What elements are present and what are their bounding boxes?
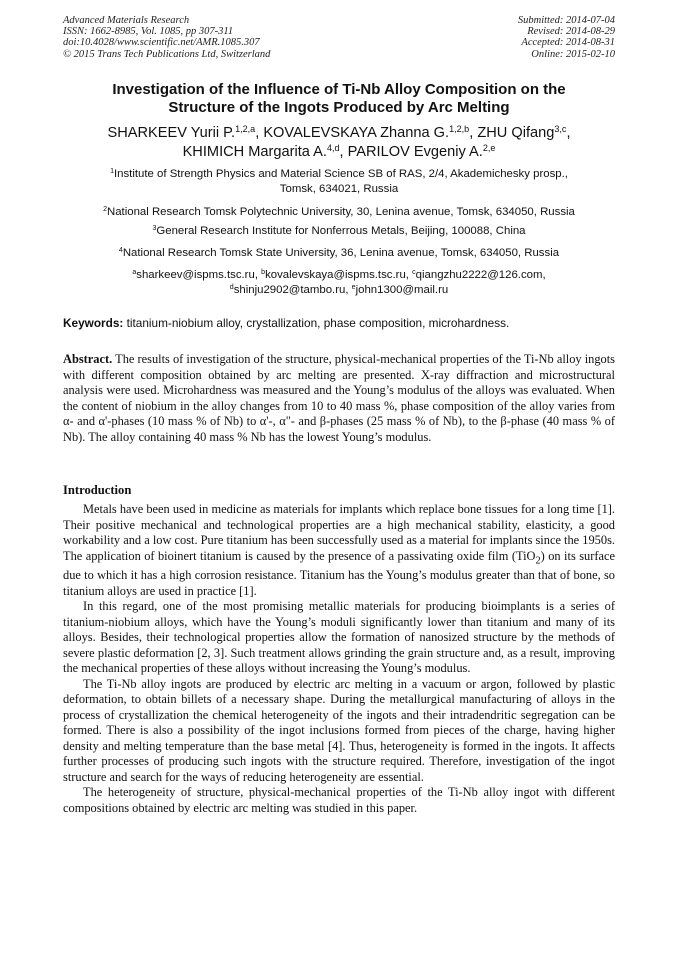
email-sup: a <box>132 268 137 276</box>
affiliation-text: National Research Tomsk Polytechnic University, 30, Lenina avenue, Tomsk, 634050, Russia <box>107 206 575 218</box>
affiliation-4 <box>60 246 618 261</box>
email-address[interactable]: john1300@mail.ru <box>355 284 449 296</box>
submitted-date: Submitted: 2014-07-04 <box>517 15 615 26</box>
email-separator: , <box>254 269 262 281</box>
paper-title <box>60 81 618 117</box>
journal-name: Advanced Materials Research <box>63 15 190 26</box>
author-line-2 <box>60 143 618 162</box>
email-sup: b <box>261 268 266 276</box>
affiliation-number: 2 <box>103 205 107 213</box>
email-list <box>60 268 618 298</box>
subscript: 2 <box>535 554 541 566</box>
author-affil-sup: 1,2,b <box>449 123 470 134</box>
affiliation-text: Tomsk, 634021, Russia <box>279 183 399 195</box>
affiliation-text: General Research Institute for Nonferrous Metals, Beijing, 100088, China <box>156 225 526 237</box>
author-affil-sup: 1,2,a <box>235 123 256 134</box>
affiliation-3 <box>60 224 618 239</box>
author-list <box>60 124 618 162</box>
online-date: Online: 2015-02-10 <box>531 48 615 60</box>
keywords-label: Keywords: <box>63 316 124 330</box>
accepted-date: Accepted: 2014-08-31 <box>521 37 615 49</box>
affiliation-text: National Research Tomsk State University, 36, Lenina avenue, Tomsk, 634050, Russia <box>122 247 560 259</box>
copyright-line: © 2015 Trans Tech Publications Ltd, Switzerland <box>63 48 271 60</box>
author-separator: , <box>566 125 571 141</box>
affiliation-text: Institute of Strength Physics and Material Science SB of RAS, 2/4, Akademichesky prosp., <box>113 168 568 180</box>
author-name: ZHU Qifang <box>477 125 555 141</box>
affiliation-number: 3 <box>152 224 157 232</box>
paragraph: The Ti-Nb alloy ingots are produced by electric arc melting in a vacuum or argon, followed by plastic deformation, to obtain billets of a necessary shape. During the metallurgical manufacturing of alloys in the process of crystallization the chemical heterogeneity of the ingots and their intradendritic segregation can be formed. There is also a possibility of the ingot inclusions formed from pieces of the charge, having higher density and melting temperature than the base metal [4]. Thus, heterogeneity is formed in the ingots. It affects further processes of producing such ingots with the structure required. Therefore, investigation of the ingot structure and search for the ways of reducing heterogeneity are essential. <box>63 676 615 784</box>
paragraph: Metals have been used in medicine as materials for implants which replace bone tissues for a long time [1]. Their positive mechanical and technological properties are a high mechanical stability, elasticity, a good workability and a low cost. Pure titanium has been successfully used as a material for implants since the 1950s. The application of bioinert titanium is caused by the presence of a passivating oxide film (TiO$_2$) on its surface due to which it has a high corrosion resistance. Titanium has the Young’s modulus greater than that of bone, so titanium alloys are used in practice [1]. <box>63 502 615 598</box>
abstract-text: The results of investigation of the structure, physical-mechanical properties of the Ti-Nb alloy ingots with different composition obtained by arc melting are presented. X-ray diffraction and microstructural analysis were used. Microhardness was measured and the Young’s modulus of the alloys was evaluated. When the content of niobium in the alloy changes from 10 to 40 mass %, phase composition of the alloy varies from α- and α'-phases (10 mass % of Nb) to α'-, α"- and β-phases (25 mass % of Nb), to the β-phase (40 mass % of Nb). The alloy containing 40 mass % Nb has the lowest Young’s modulus. <box>63 352 615 444</box>
issn-line: ISSN: 1662-8985, Vol. 1085, pp 307-311 <box>63 26 234 38</box>
author-affil-sup: 3,c <box>554 123 567 134</box>
email-line-1 <box>60 268 618 283</box>
abstract-label: Abstract. <box>63 352 113 366</box>
title-line-1: Investigation of the Influence of Ti-Nb Alloy Composition on the <box>112 81 566 98</box>
revised-date: Revised: 2014-08-29 <box>527 26 615 38</box>
email-sup: d <box>229 283 234 291</box>
affiliation-1 <box>60 167 618 197</box>
dates-info <box>518 15 615 60</box>
email-sup: e <box>351 283 356 291</box>
email-separator: , <box>405 269 413 281</box>
paragraph: The heterogeneity of structure, physical-mechanical properties of the Ti-Nb alloy ingot with different compositions obtained by electric arc melting was studied in this paper. <box>63 785 615 815</box>
affiliation-number: 1 <box>110 167 114 175</box>
paragraph: In this regard, one of the most promising metallic materials for producing bioimplants is a series of titanium-niobium alloys, which have the Young’s moduli significantly lower than titanium and many of its alloys. Besides, their technological properties allow the formation of nanosized structure by the methods of severe plastic deformation [2, 3]. Such treatment allows grinding the grain structure and, as a result, improving the mechanical properties of these alloys without increasing the Young’s modulus. <box>63 599 615 676</box>
email-address[interactable]: shinju2902@tambo.ru <box>233 284 346 296</box>
email-separator: , <box>345 284 352 296</box>
title-line-2: Structure of the Ingots Produced by Arc Melting <box>168 99 510 116</box>
author-line-1 <box>60 124 618 143</box>
introduction-body <box>63 502 615 816</box>
email-sup: c <box>412 268 416 276</box>
author-affil-sup: 2,e <box>482 142 496 153</box>
author-name: SHARKEEV Yurii P. <box>107 125 236 141</box>
author-name: KHIMICH Margarita A. <box>182 144 327 160</box>
email-address[interactable]: sharkeev@ispms.tsc.ru <box>136 269 255 281</box>
author-separator: , <box>255 125 264 141</box>
affiliation-2 <box>60 205 618 220</box>
email-separator: , <box>542 269 546 281</box>
email-address[interactable]: qiangzhu2222@126.com <box>415 269 543 281</box>
author-name: KOVALEVSKAYA Zhanna G. <box>263 125 450 141</box>
author-separator: , <box>469 125 478 141</box>
keywords-text: titanium-niobium alloy, crystallization, phase composition, microhardness. <box>126 316 510 330</box>
email-address[interactable]: kovalevskaya@ispms.tsc.ru <box>265 269 406 281</box>
author-name: PARILOV Evgeniy A. <box>347 144 483 160</box>
doi-line: doi:10.4028/www.scientific.net/AMR.1085.307 <box>63 37 260 49</box>
keywords <box>63 316 615 331</box>
author-separator: , <box>339 144 348 160</box>
author-affil-sup: 4,d <box>326 142 340 153</box>
journal-info <box>63 15 270 60</box>
affiliation-number: 4 <box>118 246 123 254</box>
abstract <box>63 352 615 445</box>
email-line-2 <box>60 283 618 298</box>
section-heading-introduction: Introduction <box>63 483 132 497</box>
